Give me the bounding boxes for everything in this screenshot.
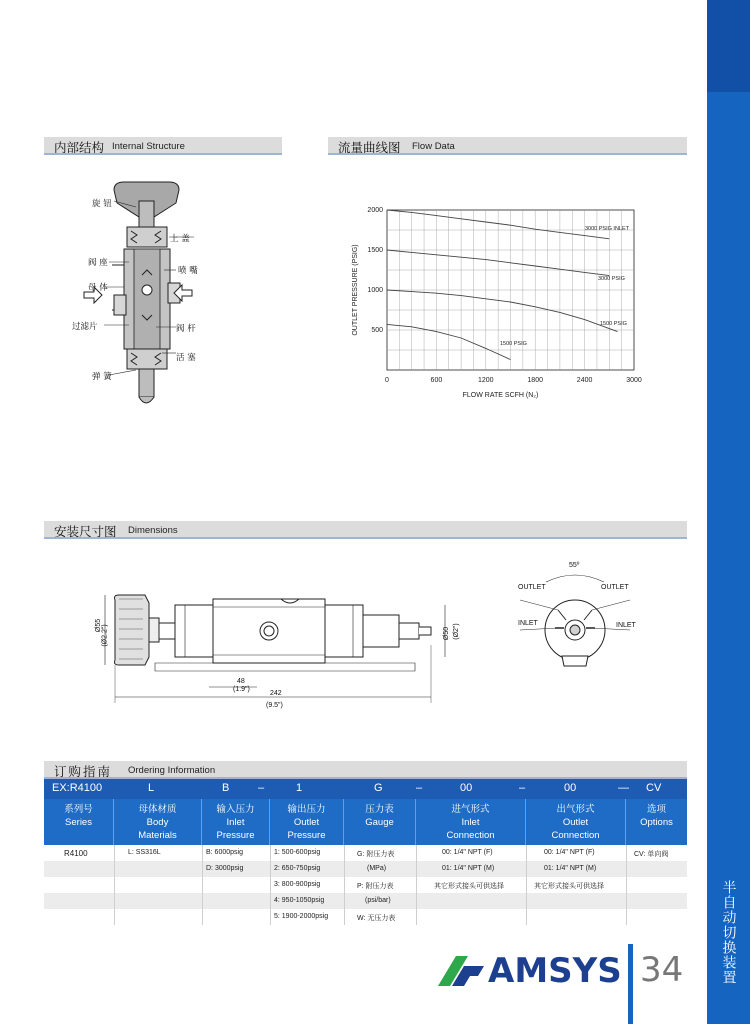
- label-inlet-left: INLET: [518, 620, 538, 627]
- x-tick-label: 0: [385, 377, 389, 384]
- label-spring: 弹 簧: [92, 372, 112, 382]
- series-label: 1500 PSIG: [600, 321, 627, 327]
- col-en2: Connection: [446, 830, 495, 841]
- label-outlet-right: OUTLET: [601, 584, 629, 591]
- section-ordering: [44, 761, 687, 779]
- y-tick-label: 1000: [367, 287, 383, 294]
- code-body: L: [148, 782, 155, 794]
- code-inlet: B: [222, 782, 230, 794]
- section-internal-structure: [44, 137, 282, 155]
- label-body: 母 体: [88, 283, 108, 293]
- col-cn: 进气形式: [451, 804, 490, 815]
- col-outlet-pressure: [270, 799, 344, 845]
- series-label: 3000 PSIG: [598, 276, 625, 282]
- cell-gauge-0: G: 附压力表: [357, 851, 395, 858]
- y-tick-label: 1500: [367, 247, 383, 254]
- cell-inlet-conn-2: 其它形式接头可供选择: [434, 883, 504, 890]
- col-body: [114, 799, 202, 845]
- section-title-en: Dimensions: [128, 525, 178, 536]
- x-tick-label: 3000: [626, 377, 642, 384]
- col-en: Outlet: [293, 817, 320, 828]
- col-en2: Pressure: [216, 830, 255, 841]
- x-tick-label: 1200: [478, 377, 494, 384]
- col-cn: 系列号: [64, 804, 93, 815]
- col-inlet-connection: [416, 799, 526, 845]
- flow-chart: [330, 195, 660, 405]
- col-cn: 母体材质: [138, 804, 177, 815]
- cell-gauge-2: P: 附压力表: [357, 883, 394, 890]
- col-en: Gauge: [365, 817, 394, 828]
- amsys-logo-icon: [438, 956, 484, 986]
- section-flow-data: [328, 137, 687, 155]
- x-tick-label: 600: [430, 377, 443, 384]
- side-title: 半自动切换装置: [720, 880, 737, 985]
- label-knob: 旋 钮: [92, 199, 112, 209]
- cell-gauge-1: (MPa): [367, 865, 387, 872]
- code-inlet-conn: 00: [460, 782, 473, 794]
- dim-d50-in: (Ø2"): [452, 623, 460, 640]
- cell-inlet-conn-1: 01: 1/4" NPT (M): [442, 865, 495, 872]
- col-en: Series: [65, 817, 92, 828]
- dim-d50: Ø50: [443, 626, 451, 641]
- y-tick-label: 500: [371, 327, 383, 334]
- section-title-cn: 安装尺寸图: [54, 524, 117, 539]
- col-en: Options: [640, 817, 673, 828]
- col-cn: 输入压力: [216, 804, 255, 815]
- x-tick-label: 1800: [527, 377, 543, 384]
- col-en2: Pressure: [287, 830, 326, 841]
- brand-name: AMSYS: [488, 951, 622, 991]
- code-outlet: 1: [296, 782, 303, 794]
- series-label: 1500 PSIG: [500, 341, 527, 347]
- label-inlet-right: INLET: [616, 622, 636, 629]
- code-dash-4: —: [618, 782, 629, 794]
- cell-outlet-0: 1: 500-600psig: [274, 849, 321, 856]
- ordering-column-headers: [44, 799, 687, 845]
- label-top-cap: 上 盖: [170, 234, 190, 244]
- code-outlet-conn: 00: [564, 782, 577, 794]
- cell-inlet-conn-0: 00: 1/4" NPT (F): [442, 849, 493, 856]
- cell-outlet-conn-1: 01: 1/4" NPT (M): [544, 865, 597, 872]
- col-cn: 出气形式: [556, 804, 595, 815]
- side-band: [707, 0, 750, 1024]
- col-series: [44, 799, 114, 845]
- cell-inlet-1: D: 3000psig: [206, 865, 244, 872]
- label-stem: 阀 杆: [176, 324, 196, 334]
- dim-d55: Ø55: [95, 618, 103, 633]
- page-number: 34: [640, 950, 684, 990]
- cell-outlet-conn-0: 00: 1/4" NPT (F): [544, 849, 595, 856]
- ordering-code-bar: [44, 779, 687, 799]
- code-dash-2: –: [416, 782, 423, 794]
- col-en: Outlet: [562, 817, 589, 828]
- label-outlet-left: OUTLET: [518, 584, 546, 591]
- cell-outlet-3: 4: 950-1050psig: [274, 897, 325, 904]
- dim-angle: 55º: [569, 562, 580, 569]
- code-dash-1: –: [258, 782, 265, 794]
- cell-gauge-4: W: 无压力表: [357, 915, 396, 922]
- col-en: Inlet: [461, 817, 480, 828]
- y-tick-label: 2000: [367, 207, 383, 214]
- section-title-en: Flow Data: [412, 141, 455, 152]
- cell-series: R4100: [64, 849, 88, 858]
- label-filter: 过滤片: [72, 322, 98, 332]
- col-gauge: [344, 799, 416, 845]
- dim-48-in: (1.9"): [233, 686, 250, 693]
- cell-outlet-2: 3: 800-900psig: [274, 881, 321, 888]
- dim-242-in: (9.5"): [266, 702, 283, 709]
- cell-inlet-0: B: 6000psig: [206, 849, 243, 856]
- x-tick-label: 2400: [576, 377, 593, 384]
- col-en: Body: [146, 817, 169, 828]
- code-dash-3: –: [519, 782, 526, 794]
- cell-outlet-conn-2: 其它形式接头可供选择: [534, 883, 604, 890]
- y-axis-label: OUTLET PRESSURE (PSIG): [352, 244, 359, 336]
- section-title-cn: 订购指南: [54, 764, 113, 779]
- col-en2: Connection: [551, 830, 600, 841]
- col-options: [626, 799, 687, 845]
- col-cn: 选项: [646, 804, 666, 815]
- side-band-top: [707, 0, 750, 92]
- cell-outlet-4: 5: 1900-2000psig: [274, 913, 329, 920]
- code-series: EX:R4100: [52, 782, 103, 794]
- label-seat: 阀 座: [88, 258, 108, 268]
- code-options: CV: [646, 782, 662, 794]
- page-number-separator: [628, 944, 633, 1024]
- label-piston: 活 塞: [176, 353, 196, 363]
- col-en: Inlet: [226, 817, 245, 828]
- internal-structure-diagram: [44, 165, 284, 425]
- cell-gauge-3: (psi/bar): [365, 897, 391, 904]
- ordering-table-body: [44, 845, 687, 925]
- x-axis-label: FLOW RATE SCFH (N₂): [462, 392, 539, 399]
- col-cn: 输出压力: [287, 804, 326, 815]
- series-label: 3000 PSIG INLET: [585, 226, 630, 232]
- section-title-cn: 流量曲线图: [338, 140, 401, 155]
- dim-d55-in: (Ø2.2"): [101, 624, 109, 647]
- col-en2: Materials: [138, 830, 177, 841]
- dim-242: 242: [270, 690, 282, 697]
- label-nozzle: 喷 嘴: [178, 266, 198, 276]
- code-gauge: G: [374, 782, 383, 794]
- section-dimensions: [44, 521, 687, 539]
- section-title-en: Ordering Information: [128, 765, 216, 776]
- col-cn: 压力表: [365, 804, 394, 815]
- cell-options-0: CV: 单向阀: [634, 851, 669, 858]
- brand-logo: [438, 952, 622, 990]
- col-inlet-pressure: [202, 799, 270, 845]
- cell-body: L: SS316L: [128, 849, 161, 856]
- col-outlet-connection: [526, 799, 626, 845]
- cell-outlet-1: 2: 650-750psig: [274, 865, 321, 872]
- section-title-cn: 内部结构: [54, 140, 105, 155]
- dim-48: 48: [237, 678, 245, 685]
- section-title-en: Internal Structure: [112, 141, 185, 152]
